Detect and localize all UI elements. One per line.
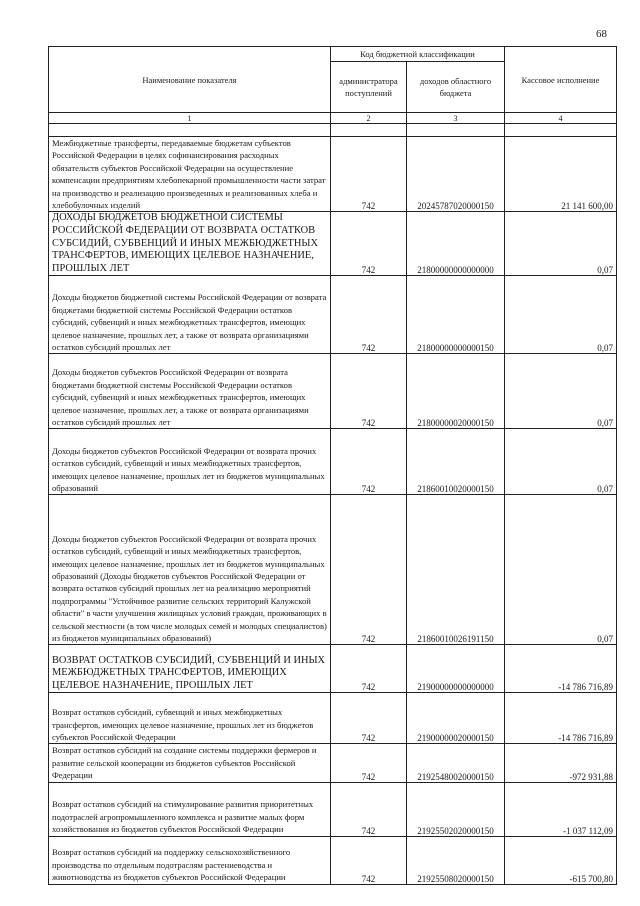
row-administrator: 742 [331, 354, 407, 429]
row-administrator: 742 [331, 495, 407, 645]
header-administrator: администратора поступлений [331, 62, 407, 113]
row-administrator: 742 [331, 276, 407, 354]
budget-table [48, 46, 617, 885]
row-code: 21925480020000150 [407, 744, 505, 782]
row-name: Возврат остатков субсидий, субвенций и иных межбюджетных трансфертов, имеющих целевое назначение, прошлых лет из бюджетов субъектов Российской Федерации [49, 693, 331, 744]
row-code: 21900000020000150 [407, 693, 505, 744]
row-administrator: 742 [331, 137, 407, 212]
table-row [49, 276, 617, 354]
table-row [49, 744, 617, 782]
row-name: Доходы бюджетов бюджетной системы Российской Федерации от возврата бюджетами бюджетной системы Российской Федерации остатков субсидий, субвенций и иных межбюджетных трансфертов, имеющих целевое назначение, прошлых лет, а также от возврата организациями остатков субсидий прошлых лет [49, 276, 331, 354]
header-execution: Кассовое исполнение [505, 47, 617, 113]
row-name: Межбюджетные трансферты, передаваемые бюджетам субъектов Российской Федерации в целях софинансирования расходных обязательств субъектов Российской Федерации на осуществление компенсации предприятиям хлебопекарной промышленности части затрат на производство и реализацию произведенных и реализованных хлеба и хлебобулочных изделий [49, 137, 331, 212]
row-code: 21925508020000150 [407, 836, 505, 884]
row-name: ВОЗВРАТ ОСТАТКОВ СУБСИДИЙ, СУБВЕНЦИЙ И ИНЫХ МЕЖБЮДЖЕТНЫХ ТРАНСФЕРТОВ, ИМЕЮЩИХ ЦЕЛЕВОЕ НАЗНАЧЕНИЕ, ПРОШЛЫХ ЛЕТ [49, 645, 331, 693]
row-administrator: 742 [331, 645, 407, 693]
row-amount: 0,07 [505, 212, 617, 276]
row-code: 21900000000000000 [407, 645, 505, 693]
row-amount: 21 141 600,00 [505, 137, 617, 212]
row-amount: -14 786 716,89 [505, 645, 617, 693]
row-name: Возврат остатков субсидий на создание системы поддержки фермеров и развитие сельской кооперации из бюджетов субъектов Российской Федерации [49, 744, 331, 782]
column-number: 1 [49, 113, 331, 124]
row-amount: 0,07 [505, 495, 617, 645]
row-name: Доходы бюджетов субъектов Российской Федерации от возврата бюджетами бюджетной системы Российской Федерации остатков субсидий, субвенций и иных межбюджетных трансфертов, имеющих целевое назначение, прошлых лет, а также от возврата организациями остатков субсидий прошлых лет [49, 354, 331, 429]
table-row [49, 137, 617, 212]
table-row [49, 429, 617, 495]
table-row [49, 645, 617, 693]
row-code: 21800000000000150 [407, 276, 505, 354]
page-number: 68 [596, 28, 607, 40]
row-code: 21800000020000150 [407, 354, 505, 429]
row-code: 20245787020000150 [407, 137, 505, 212]
table-row [49, 836, 617, 884]
header-name: Наименование показателя [49, 47, 331, 113]
row-name: Доходы бюджетов субъектов Российской Федерации от возврата прочих остатков субсидий, субвенций и иных межбюджетных трансфертов, имеющих целевое назначение, прошлых лет из бюджетов муниципальных образований [49, 429, 331, 495]
row-name: ДОХОДЫ БЮДЖЕТОВ БЮДЖЕТНОЙ СИСТЕМЫ РОССИЙСКОЙ ФЕДЕРАЦИИ ОТ ВОЗВРАТА ОСТАТКОВ СУБСИДИЙ, СУБВЕНЦИЙ И ИНЫХ МЕЖБЮДЖЕТНЫХ ТРАНСФЕРТОВ, ИМЕЮЩИХ ЦЕЛЕВОЕ НАЗНАЧЕНИЕ, ПРОШЛЫХ ЛЕТ [49, 212, 331, 276]
row-administrator: 742 [331, 836, 407, 884]
column-number: 3 [407, 113, 505, 124]
table-row [49, 495, 617, 645]
row-administrator: 742 [331, 693, 407, 744]
header-income-code: доходов областного бюджета [407, 62, 505, 113]
row-administrator: 742 [331, 744, 407, 782]
row-amount: -972 931,88 [505, 744, 617, 782]
row-amount: 0,07 [505, 276, 617, 354]
row-amount: -1 037 112,09 [505, 782, 617, 836]
row-amount: -14 786 716,89 [505, 693, 617, 744]
row-code: 21860010026191150 [407, 495, 505, 645]
row-name: Возврат остатков субсидий на поддержку сельскохозяйственного производства по отдельным подотраслям растениеводства и животноводства из бюджетов субъектов Российской Федерации [49, 836, 331, 884]
column-number: 4 [505, 113, 617, 124]
column-number: 2 [331, 113, 407, 124]
row-administrator: 742 [331, 429, 407, 495]
row-name: Доходы бюджетов субъектов Российской Федерации от возврата прочих остатков субсидий, субвенций и иных межбюджетных трансфертов, имеющих целевое назначение, прошлых лет из бюджетов муниципальных образований (Доходы бюджетов субъектов Российской Федерации от возврата остатков субсидий прошлых лет на реализацию мероприятий подпрограммы "Устойчивое развитие сельских территорий Калужской области" в части улучшения жилищных условий граждан, проживающих в сельской местности (в том числе молодых семей и молодых специалистов) из бюджетов муниципальных образований) [49, 495, 331, 645]
row-code: 21860010020000150 [407, 429, 505, 495]
row-code: 21800000000000000 [407, 212, 505, 276]
row-amount: 0,07 [505, 429, 617, 495]
row-administrator: 742 [331, 212, 407, 276]
row-amount: -615 700,80 [505, 836, 617, 884]
table-row [49, 693, 617, 744]
table-row [49, 212, 617, 276]
spacer-row [49, 124, 617, 137]
header-code-group: Код бюджетной классификации [331, 47, 505, 62]
row-name: Возврат остатков субсидий на стимулирование развития приоритетных подотраслей агропромышленного комплекса и развитие малых форм хозяйствования из бюджетов субъектов Российской Федерации [49, 782, 331, 836]
table-row [49, 354, 617, 429]
row-code: 21925502020000150 [407, 782, 505, 836]
table-row [49, 782, 617, 836]
row-amount: 0,07 [505, 354, 617, 429]
row-administrator: 742 [331, 782, 407, 836]
